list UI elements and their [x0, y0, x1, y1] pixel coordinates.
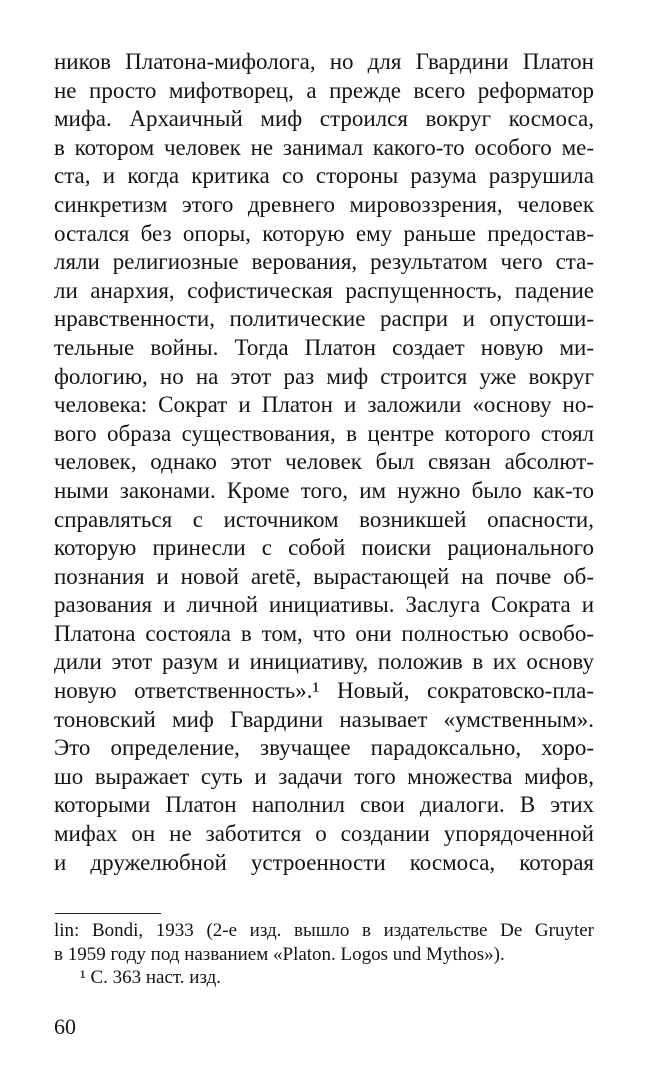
footnote-continuation-line: в 1959 году под названием «Platon. Logos und Mythos»). [54, 943, 505, 965]
text-line: ли анархия, софистическая распущенность, падение [54, 277, 594, 303]
page-number: 60 [54, 1014, 76, 1039]
text-line: ляли религиозные верования, результатом чего ста- [54, 249, 594, 275]
text-line: тельные войны. Тогда Платон создает новую ми- [54, 334, 594, 360]
text-line: не просто мифотворец, а прежде всего реформатор [54, 77, 594, 103]
text-line: ными законами. Кроме того, им нужно было как-то [54, 477, 594, 503]
text-line: познания и новой aretē, вырастающей на почве об- [54, 563, 594, 589]
footnote-divider [55, 913, 161, 914]
text-line: мифах он не заботится о создании упорядоченной [54, 821, 594, 847]
footnote-continuation-line: lin: Bondi, 1933 (2-е изд. вышло в издательстве De Gruyter [54, 920, 594, 941]
text-line: и дружелюбной устроенности космоса, которая [54, 849, 594, 875]
text-line: справляться с источником возникшей опасности, [54, 506, 594, 532]
text-line: мифа. Архаичный миф строился вокруг космоса, [54, 106, 594, 132]
footnotes-block [54, 919, 594, 990]
main-text-block [54, 48, 594, 877]
text-line: которыми Платон наполнил свои диалоги. В этих [54, 792, 594, 818]
text-line: разования и личной инициативы. Заслуга Сократа и [54, 592, 594, 618]
text-line: вого образа существования, в центре которого стоял [54, 420, 594, 446]
text-line: шо выражает суть и задачи того множества мифов, [54, 763, 594, 789]
text-line: ста, и когда критика со стороны разума разрушила [54, 163, 594, 189]
text-line: нравственности, политические распри и опустоши- [54, 306, 594, 332]
text-line: Это определение, звучащее парадоксально, хоро- [54, 735, 594, 761]
text-line: Платона состояла в том, что они полностью освобо- [54, 620, 594, 646]
text-line: остался без опоры, которую ему раньше предостав- [54, 220, 594, 246]
footnote-1: ¹ С. 363 наст. изд. [80, 967, 222, 988]
text-line: фологию, но на этот раз миф строится уже вокруг [54, 363, 594, 389]
text-line: тоновский миф Гвардини называет «умственным». [54, 706, 594, 732]
text-line: синкретизм этого древнего мировоззрения, человек [54, 191, 594, 217]
text-line: новую ответственность».¹ Новый, сократовско-пла- [54, 678, 594, 704]
text-line: человека: Сократ и Платон и заложили «основу но- [54, 392, 594, 418]
text-line: человек, однако этот человек был связан абсолют- [54, 449, 594, 475]
text-line: которую принесли с собой поиски рационального [54, 535, 594, 561]
text-line: в котором человек не занимал какого-то особого ме- [54, 134, 594, 160]
text-line: ников Платона-мифолога, но для Гвардини Платон [54, 49, 594, 74]
text-line: дили этот разум и инициативу, положив в их основу [54, 649, 594, 675]
